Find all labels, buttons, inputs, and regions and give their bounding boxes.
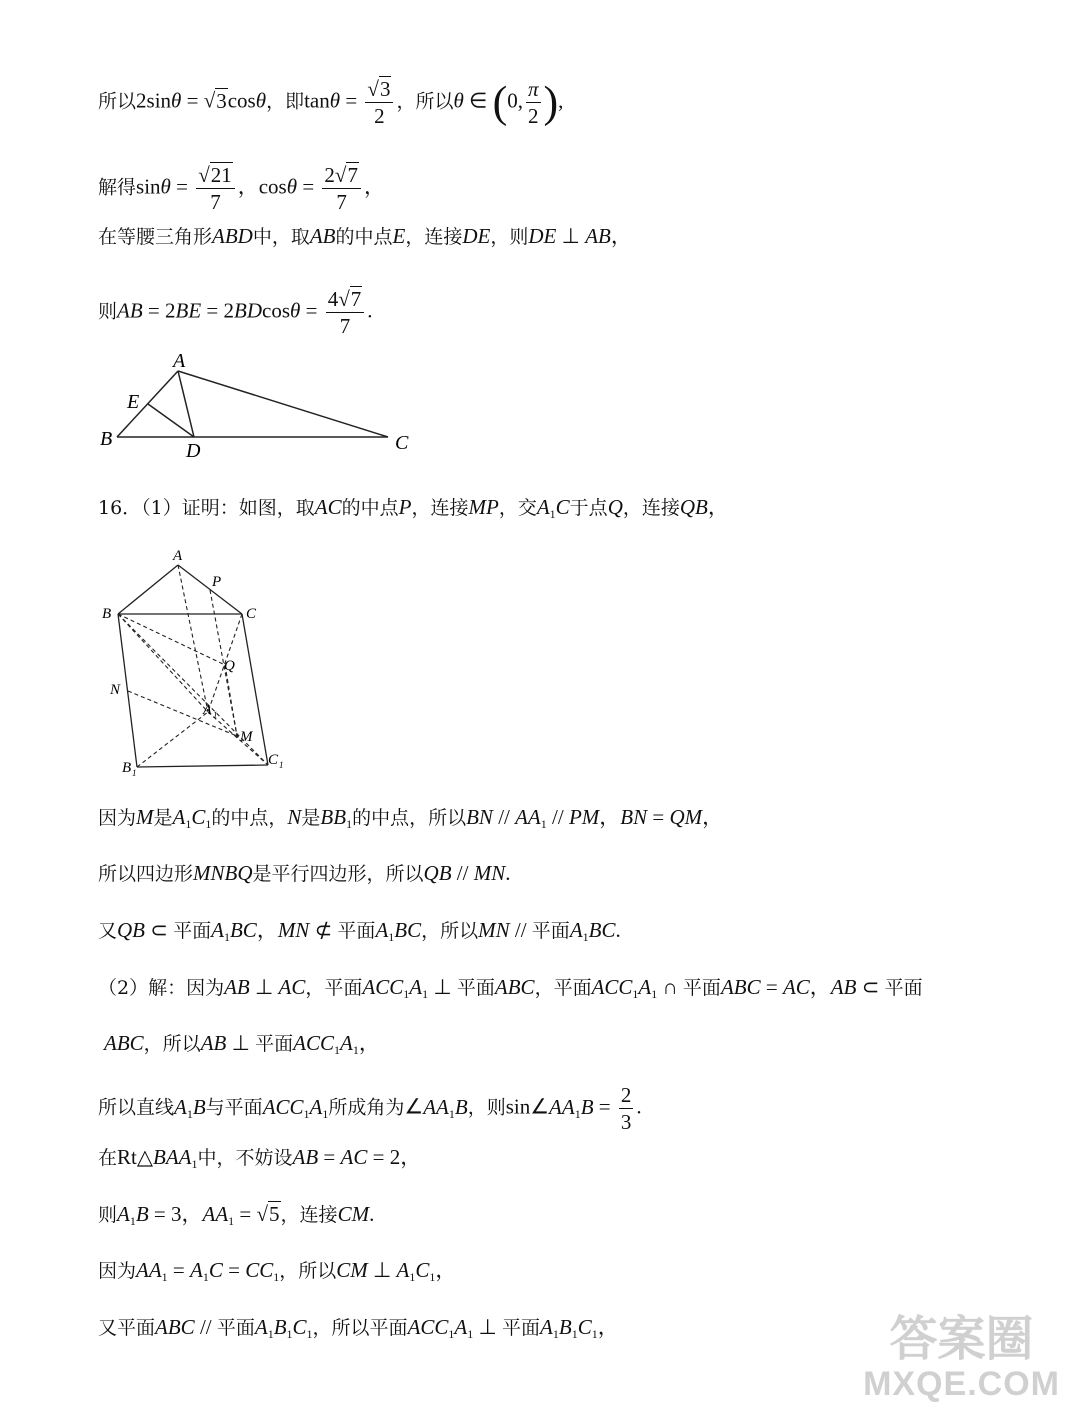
watermark [863,1313,1060,1403]
solution-line-13: 则$A_1B = 3$，$AA_1 = √5$，连接CM. [98,1202,375,1228]
text: 平面 [531,920,570,942]
label-A1: A [203,703,212,718]
text: 所以 [98,90,137,113]
text: ，连接 [405,226,463,248]
text: （2）解：因为 [98,977,225,999]
text: ，平面 [534,977,592,999]
text: 平面 [216,1317,255,1339]
label-C: C [395,432,409,454]
solution-line-10: ABC，所以AB ⊥ 平面$ACC_1A_1$， [104,1031,380,1057]
text: ，连接 [280,1204,338,1226]
watermark-site: MXQE.COM [863,1365,1060,1403]
text: 平面 [337,920,376,942]
text: ，则 [490,226,529,248]
label-B1-sub: 1 [132,768,137,778]
text: 所以直线 [98,1096,175,1119]
solution-line-15: 又平面ABC // 平面$A_1B_1C_1$，所以平面$ACC_1A_1$ ⊥ 平面$A_1B_1C_1$， [98,1315,619,1341]
text: 于点 [569,497,608,519]
text: 因为 [98,1260,137,1282]
text: 平面 [682,977,721,999]
solution-line-4: 则AB = 2BE = 2BDcosθ = $\frac{4√7}{7}$ . [98,287,373,338]
text: ，平面 [305,977,363,999]
label-C1: C [268,752,279,768]
solution-line-6: 因为M是$A_1C_1$的中点，N是$BB_1$的中点，所以BN // $AA_1$ // PM，BN = QM， [98,805,724,831]
text: ，所以 [279,1260,337,1282]
text: 在 [98,1147,118,1169]
text: ，所以 [143,1033,201,1055]
text: 与平面 [205,1096,263,1119]
label-E: E [127,391,140,413]
text: ，所以 [421,920,479,942]
text: ，所以 [396,90,454,113]
text: 因为 [98,807,137,829]
text: 则 [98,1204,118,1226]
text: ，连接 [622,497,680,519]
text: ，交 [498,497,537,519]
text: 16．（1）证明：如图，取 [98,497,315,519]
question-16-part-1: 16．（1）证明：如图，取AC的中点P，连接MP，交$A_1C$于点Q，连接QB， [98,495,729,521]
solution-line-7: 所以四边形MNBQ是平行四边形，所以QB // MN. [98,861,511,885]
text: 的中点 [335,226,393,248]
text: 所成角为 [328,1096,405,1119]
text: 平面 [255,1033,294,1055]
label-Q: Q [224,658,235,674]
text: 平面 [884,977,923,999]
text: ，连接 [411,497,469,519]
solution-line-8: 又QB ⊂ 平面$A_1BC$，MN ⊄ 平面$A_1BC$，所以MN // 平面$A_1BC$. [98,918,621,944]
question-16-part-2: （2）解：因为AB ⊥ AC，平面$ACC_1A_1$ ⊥ 平面ABC，平面$ACC_1A_1$ ∩ 平面ABC = AC，AB ⊂ 平面 [98,975,923,1001]
label-A1-sub: 1 [213,710,218,720]
solution-line-11: 所以直线$A_1B$与平面$ACC_1A_1$所成角为$\angle AA_1B$，则$\sin\angle AA_1B$ = $\frac{2}{3}$ . [98,1083,642,1134]
triangle-figure [95,345,425,465]
solution-line-12: 在$Rt\triangle BAA_1$中，不妨设AB = AC = 2， [98,1145,422,1171]
label-P: P [212,574,222,590]
label-B: B [100,428,113,450]
label-C1-sub: 1 [279,760,284,770]
solution-line-3: 在等腰三角形ABD中，取AB的中点E，连接DE，则DE ⊥ AB， [98,224,632,248]
text: 在等腰三角形 [98,226,213,248]
label-C: C [246,606,257,622]
solution-line-1: 所以2sinθ = √3cosθ，即tanθ = $\frac{√3}{2}$ ，所以θ ∈ (0, $\frac{\pi}{2}$ ), [98,77,564,128]
label-A: A [173,548,183,564]
text: ，则 [467,1096,506,1119]
prism-figure [100,540,300,780]
text: 所以四边形 [98,863,194,885]
text: 是 [153,807,173,829]
label-B1: B [122,760,132,776]
label-M: M [240,729,253,745]
solution-line-14: 因为$AA_1 = A_1C = CC_1$，所以CM ⊥ $A_1C_1$， [98,1258,457,1284]
text: ，即 [266,90,305,113]
label-N: N [110,682,121,698]
text: 平面 [502,1317,541,1339]
text: 的中点 [341,497,399,519]
label-A: A [173,350,186,372]
text: 又平面 [98,1317,156,1339]
text: 中，不妨设 [197,1147,293,1169]
label-B: B [102,606,112,622]
text: 平面 [456,977,495,999]
text: ，所以平面 [312,1317,408,1339]
label-D: D [186,440,201,462]
solution-line-2: 解得sinθ = $\frac{√21}{7}$ ，cosθ = $\frac{2√7}{7}$ ， [98,163,385,214]
text: 解得 [98,176,137,199]
text: 是 [301,807,321,829]
text: 则 [98,300,118,323]
watermark-logo: 答案圈 [889,1311,1034,1367]
text: 平面 [173,920,212,942]
text: 的中点， [211,807,288,829]
text: 中，取 [252,226,310,248]
text: 又 [98,920,118,942]
text: 是平行四边形，所以 [252,863,424,885]
text: 的中点，所以 [352,807,467,829]
